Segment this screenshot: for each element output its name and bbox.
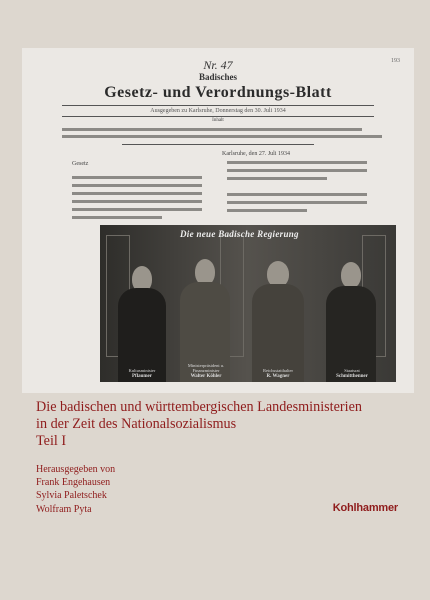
gazette-title: Gesetz- und Verordnungs-Blatt xyxy=(104,84,332,101)
editors-label: Herausgegeben von xyxy=(36,464,116,475)
book-title-line: Die badischen und württembergischen Landesministerien xyxy=(36,399,362,415)
book-title xyxy=(36,399,416,450)
gazette-text-line xyxy=(62,135,382,138)
photo-caption: Ministerpräsident u. Finanzminister Walter Köhler xyxy=(187,363,225,379)
gazette-number: Nr. 47 xyxy=(203,58,233,72)
publisher-logo: Kohlhammer xyxy=(332,502,398,514)
book-title-line: Teil I xyxy=(36,433,67,449)
gazette-rule xyxy=(62,116,374,117)
gazette-inhalt: Inhalt xyxy=(212,118,224,123)
editor-name: Wolfram Pyta xyxy=(36,503,92,515)
book-title-line: in der Zeit des Nationalsozialismus xyxy=(36,416,237,432)
photo-caption: Kultusminister Pflaumer xyxy=(128,368,156,379)
gazette-dateline: Ausgegeben zu Karlsruhe, Donnerstag den 30. Juli 1934 xyxy=(150,108,286,114)
gazette-text-line xyxy=(72,208,202,211)
photo-caption: Reichsstatthalter R. Wagner xyxy=(263,368,293,379)
editor-name: Sylvia Paletschek xyxy=(36,490,107,502)
person-figure xyxy=(176,237,234,382)
gazette-text-line xyxy=(72,184,202,187)
government-photo xyxy=(100,225,396,382)
person-figure xyxy=(322,240,380,382)
gazette-text-line xyxy=(227,201,367,204)
gazette-rule xyxy=(122,144,314,145)
gazette-text-line xyxy=(227,169,367,172)
gazette-text-line xyxy=(227,177,327,180)
gazette-text-line xyxy=(227,209,307,212)
gazette-text-line xyxy=(62,128,362,131)
gazette-state: Badisches xyxy=(198,72,237,82)
gazette-text-line xyxy=(72,192,202,195)
person-figure xyxy=(248,237,308,382)
photo-caption: Staatsrat Schmitthenner xyxy=(336,368,368,379)
gazette-text-line xyxy=(227,161,367,164)
gazette-text-line xyxy=(72,200,202,203)
gazette-text-line xyxy=(72,176,202,179)
person-figure xyxy=(114,242,170,382)
gazette-text-line xyxy=(72,216,162,219)
gazette-rule xyxy=(62,105,374,106)
gazette-page-number: 193 xyxy=(391,58,400,64)
editors-block xyxy=(36,463,115,516)
editor-name: Frank Engehausen xyxy=(36,477,111,489)
gazette-section: Gesetz xyxy=(72,161,89,167)
gazette-text-line xyxy=(227,193,367,196)
photo-label: Die neue Badische Regierung xyxy=(180,229,299,239)
gazette-right-date: Karlsruhe, den 27. Juli 1934 xyxy=(222,151,290,157)
